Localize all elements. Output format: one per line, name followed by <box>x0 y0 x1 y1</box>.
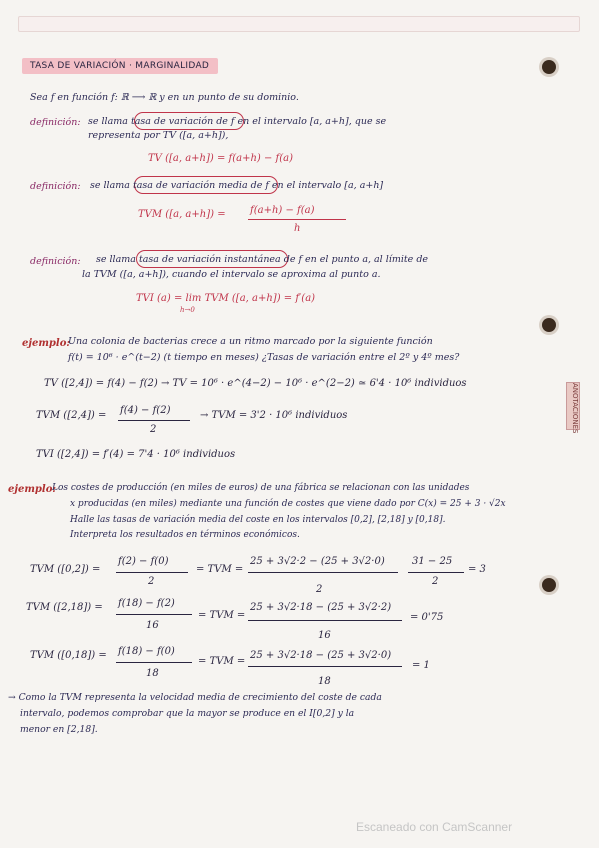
ex2-r2-mid-den: 16 <box>318 630 331 641</box>
def3-line2: la TVM ([a, a+h]), cuando el intervalo se aproxima al punto a. <box>82 269 381 280</box>
ex2-r3-mid-num: 25 + 3√2·18 − (25 + 3√2·0) <box>250 650 392 661</box>
example2-label: ejemplo: <box>8 484 57 495</box>
example1-row2-num: f(4) − f(2) <box>120 405 171 416</box>
ex2-r1-lhs: TVM ([0,2]) = <box>30 564 101 575</box>
example1-line2: f(t) = 10⁶ · e^(t−2) (t tiempo en meses) ¿Tasas de variación entre el 2º y 4º mes? <box>68 352 460 363</box>
def1-line1: se llama tasa de variación de f en el intervalo [a, a+h], que se <box>88 116 387 127</box>
example2-line1: Los costes de producción (en miles de euros) de una fábrica se relacionan con las unidades <box>52 483 470 493</box>
def1-label: definición: <box>30 117 81 128</box>
conclusion-line1: → Como la TVM representa la velocidad media de crecimiento del coste de cada <box>8 692 382 703</box>
def2-formula-den: h <box>294 223 301 234</box>
ex2-r3-den: 18 <box>146 668 159 679</box>
conclusion-line2: intervalo, podemos comprobar que la mayor se produce en el I[0,2] y la <box>20 708 355 719</box>
example1-row1: TV ([2,4]) = f(4) − f(2) → TV = 10⁶ · e^(4−2) − 10⁶ · e^(2−2) ≃ 6'4 · 10⁶ individuos <box>44 378 467 389</box>
example2-line4: Interpreta los resultados en términos económicos. <box>70 530 300 540</box>
fraction-bar <box>248 219 346 220</box>
ex2-r2-den: 16 <box>146 620 159 631</box>
ex2-r1-mid-lhs: = TVM = <box>196 564 244 575</box>
fraction-bar <box>248 666 402 667</box>
fraction-bar <box>116 572 188 573</box>
ex2-r2-mid-lhs: = TVM = <box>198 610 246 621</box>
def2-formula-num: f(a+h) − f(a) <box>250 205 315 216</box>
example2-line3: Halle las tasas de variación media del coste en los intervalos [0,2], [2,18] y [0,18]. <box>70 515 446 525</box>
ex2-r2-num: f(18) − f(2) <box>118 598 175 609</box>
fraction-bar <box>116 662 192 663</box>
side-tab: ANOTACIONES <box>566 382 580 430</box>
def3-line1: se llama tasa de variación instantánea de f en el punto a, al límite de <box>96 254 429 265</box>
ex2-r2-mid-num: 25 + 3√2·18 − (25 + 3√2·2) <box>250 602 392 613</box>
def3-lim-sub: h→0 <box>180 306 195 314</box>
ex2-r1-num: f(2) − f(0) <box>118 556 169 567</box>
ex2-r1-mid-num: 25 + 3√2·2 − (25 + 3√2·0) <box>250 556 385 567</box>
example1-row2-lhs: TVM ([2,4]) = <box>36 410 107 421</box>
ex2-r3-num: f(18) − f(0) <box>118 646 175 657</box>
ex2-r1-res-num: 31 − 25 <box>412 556 453 567</box>
example1-line1: Una colonia de bacterias crece a un ritmo marcado por la siguiente función <box>68 336 433 347</box>
binder-hole <box>542 60 556 74</box>
ex2-r2-final: = 0'75 <box>410 612 444 623</box>
def1-line2: representa por TV ([a, a+h]), <box>88 130 229 141</box>
intro-text: Sea f en función f: ℝ ⟶ ℝ y en un punto de su dominio. <box>30 92 299 103</box>
example1-row2-rhs: → TVM = 3'2 · 10⁶ individuos <box>200 410 348 421</box>
page-title: TASA DE VARIACIÓN · MARGINALIDAD <box>30 61 210 71</box>
example1-row2-den: 2 <box>150 424 157 435</box>
def1-formula: TV ([a, a+h]) = f(a+h) − f(a) <box>148 153 293 164</box>
ex2-r2-lhs: TVM ([2,18]) = <box>26 602 103 613</box>
ex2-r3-mid-den: 18 <box>318 676 331 687</box>
page-top-band <box>18 16 580 32</box>
ex2-r1-final: = 3 <box>468 564 486 575</box>
ex2-r3-final: = 1 <box>412 660 430 671</box>
ex2-r3-mid-lhs: = TVM = <box>198 656 246 667</box>
example1-row3: TVI ([2,4]) = f′(4) = 7'4 · 10⁶ individuos <box>36 449 236 460</box>
def2-formula-lhs: TVM ([a, a+h]) = <box>138 209 226 220</box>
binder-hole <box>542 578 556 592</box>
binder-hole <box>542 318 556 332</box>
conclusion-line3: menor en [2,18]. <box>20 724 98 735</box>
ex2-r3-lhs: TVM ([0,18]) = <box>30 650 107 661</box>
example1-label: ejemplo: <box>22 338 71 349</box>
camscanner-watermark: Escaneado con CamScanner <box>356 820 513 834</box>
ex2-r1-mid-den: 2 <box>316 584 323 595</box>
def2-label: definición: <box>30 181 81 192</box>
example2-line2: x producidas (en miles) mediante una función de costes que viene dado por C(x) = 25 + 3 · √2x <box>70 499 506 509</box>
fraction-bar <box>116 614 192 615</box>
def3-label: definición: <box>30 256 81 267</box>
ex2-r1-res-den: 2 <box>432 576 439 587</box>
def2-line1: se llama tasa de variación media de f en el intervalo [a, a+h] <box>90 180 384 191</box>
ex2-r1-den: 2 <box>148 576 155 587</box>
fraction-bar <box>408 572 464 573</box>
fraction-bar <box>248 572 398 573</box>
fraction-bar <box>118 420 190 421</box>
fraction-bar <box>248 620 402 621</box>
def3-formula: TVI (a) = lim TVM ([a, a+h]) = f′(a) <box>136 293 316 304</box>
